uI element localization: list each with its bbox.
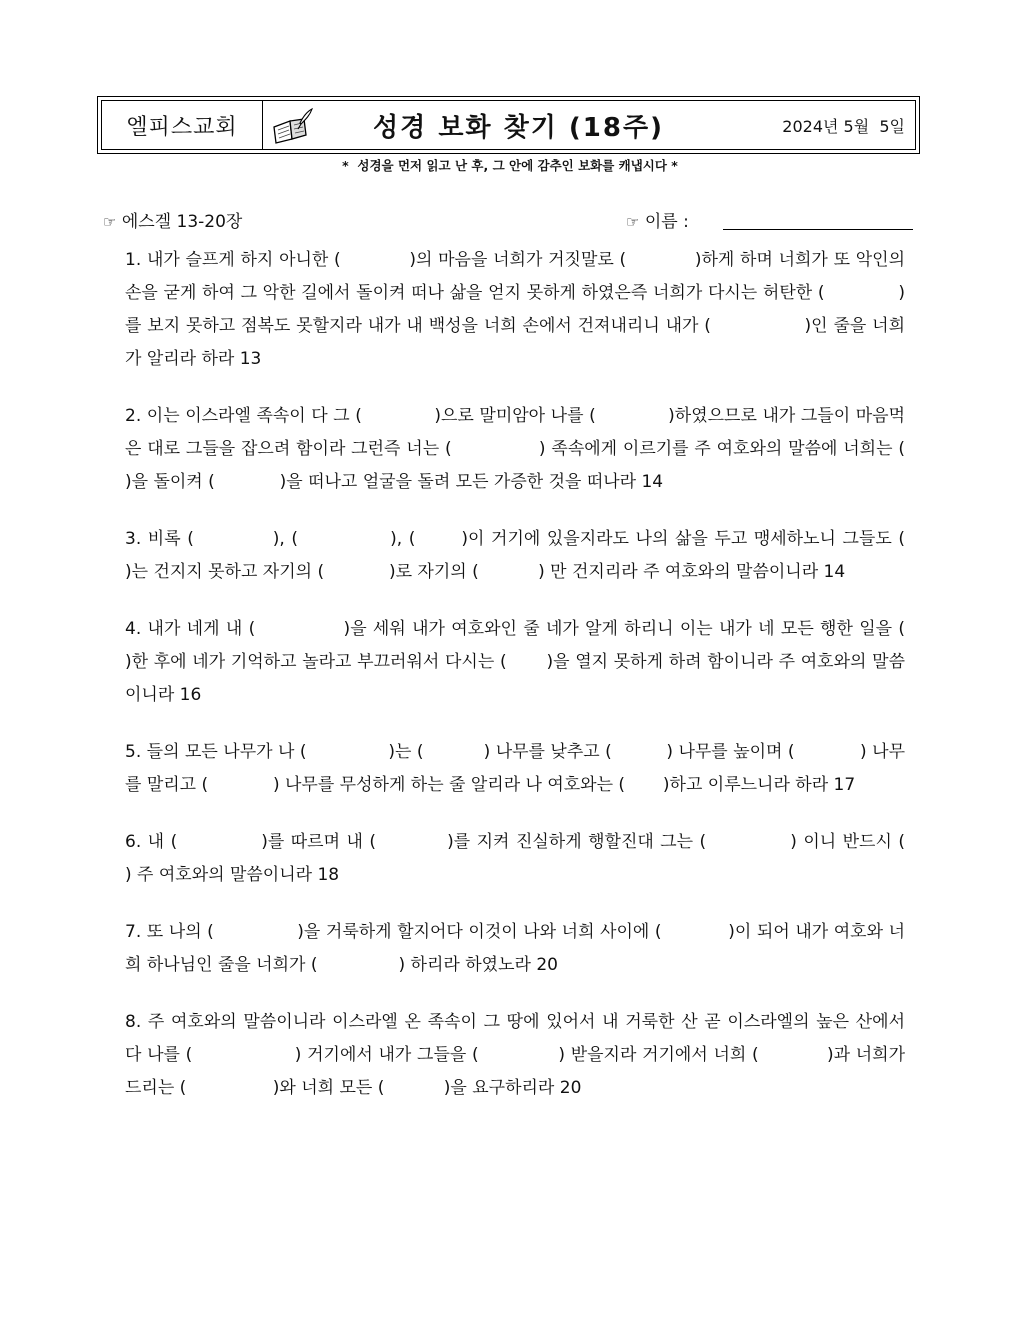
question-8: 8. 주 여호와의 말씀이니라 이스라엘 온 족속이 그 땅에 있어서 내 거룩한 산 곧 이스라엘의 높은 산에서 다 나를 ( ) 거기에서 내가 그들을 ( ) 받을지라 거기에서 너희 ( )과 너희가 드리는 ( )와 너희 모든 ( )을 요구하리라 20 xyxy=(125,1012,911,1098)
instruction-subtitle: * 성경을 먼저 읽고 난 후, 그 안에 감추인 보화를 캐냅시다 * xyxy=(342,158,678,173)
open-book-with-quill-icon xyxy=(270,107,314,145)
question-5: 5. 들의 모든 나무가 나 ( )는 ( ) 나무를 낮추고 ( ) 나무를 높이며 ( ) 나무를 말리고 ( ) 나무를 무성하게 하는 줄 알리라 나 여호와는 ( )하고 이루느니라 하라 17 xyxy=(125,742,905,795)
church-name: 엘피스교회 xyxy=(102,101,263,149)
question-3: 3. 비록 ( ), ( ), ( )이 거기에 있을지라도 나의 삶을 두고 맹세하노니 그들도 ( )는 건지지 못하고 자기의 ( )로 자기의 ( ) 만 건지리라 주 여호와의 말씀이니라 14 xyxy=(125,529,970,582)
question-4: 4. 내가 네게 내 ( )을 세워 내가 여호와인 줄 네가 알게 하리니 이는 내가 네 모든 행한 일을 ( )한 후에 네가 기억하고 놀라고 부끄러워서 다시는 ( )을 열지 못하게 하려 함이니라 주 여호와의 말씀이니라 16 xyxy=(125,619,970,705)
worksheet-header xyxy=(97,96,920,154)
pointing-hand-icon: ☞ xyxy=(103,213,117,231)
pointing-hand-icon: ☞ xyxy=(626,213,640,231)
question-2: 2. 이는 이스라엘 족속이 다 그 ( )으로 말미암아 나를 ( )하였으므로 내가 그들이 마음먹은 대로 그들을 잡으려 함이라 그런즉 너는 ( ) 족속에게 이르기를 주 여호와의 말씀에 너희는 ( )을 돌이켜 ( )을 떠나고 얼굴을 돌려 모든 가증한 것을 떠나라 14 xyxy=(125,406,981,492)
chapter-text: 에스겔 13-20장 xyxy=(121,212,243,232)
worksheet-title: 성경 보화 찾기 (18주) xyxy=(373,112,664,143)
question-6: 6. 내 ( )를 따르며 내 ( )를 지켜 진실하게 행할진대 그는 ( ) 이니 반드시 ( ) 주 여호와의 말씀이니라 18 xyxy=(125,832,997,885)
name-input-line[interactable] xyxy=(723,229,913,230)
question-7: 7. 또 나의 ( )을 거룩하게 할지어다 이것이 나와 너희 사이에 ( )이 되어 내가 여호와 너희 하나님인 줄을 너희가 ( ) 하리라 하였노라 20 xyxy=(125,922,905,975)
header-inner-frame xyxy=(101,100,916,150)
section-row xyxy=(103,207,915,233)
question-1: 1. 내가 슬프게 하지 아니한 ( )의 마음을 너희가 거짓말로 ( )하게 하며 너희가 또 악인의 손을 굳게 하여 그 악한 길에서 돌이켜 떠나 삶을 얻지 못하게 하였은즉 너희가 다시는 허탄한 ( )를 보지 못하고 점복도 못할지라 내가 내 백성을 너희 손에서 건져내리니 내가 ( )인 줄을 너희가 알리라 하라 13 xyxy=(125,250,911,369)
name-field xyxy=(626,207,689,232)
worksheet-date: 2024년 5월 5일 xyxy=(782,116,905,136)
question-list xyxy=(125,244,997,1129)
name-label: 이름 : xyxy=(644,212,689,232)
chapter-label xyxy=(103,207,242,232)
